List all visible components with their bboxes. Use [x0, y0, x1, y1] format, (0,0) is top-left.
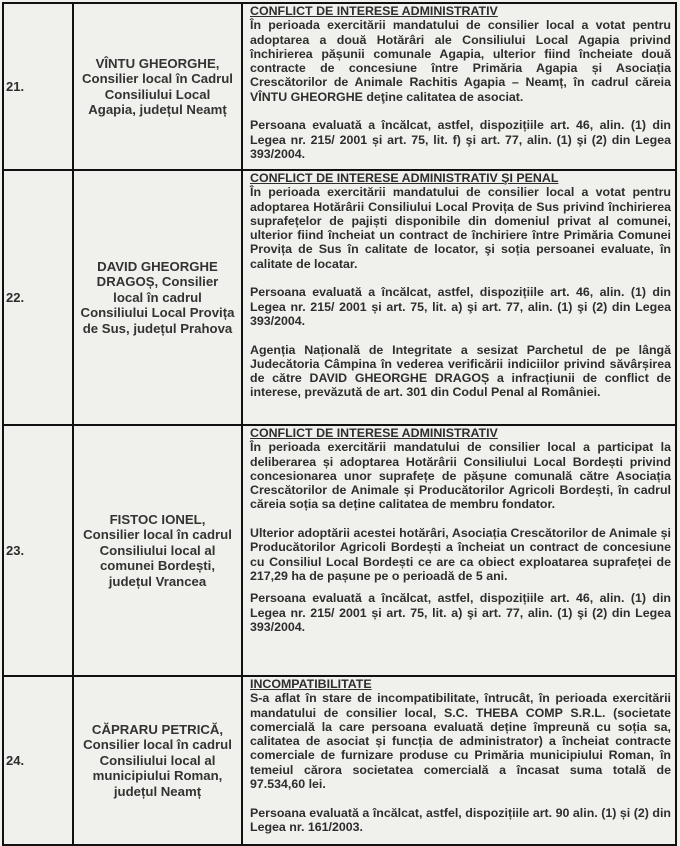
person-location: județul Vrancea — [108, 573, 207, 589]
row-number: 24. — [3, 676, 73, 845]
case-description — [242, 3, 676, 170]
person-location: comunei Bordești, — [99, 558, 216, 574]
person-role: Consilier local în cadrul — [83, 737, 232, 753]
person-role: Consiliului local al — [99, 752, 216, 768]
case-heading: CONFLICT DE INTERESE ADMINISTRATIV ŞI PENAL — [250, 171, 559, 185]
case-paragraph: S-a aflat în stare de incompatibilitate, întrucât, în perioada exercitării mandatului de consilier local, S.C. THEBA COMP S.R.L. (societate comercială la care persoana evaluată deține împreună cu soția sa, calitatea de asociat și funcția de administrator) a încheiat contracte comerciale de furnizare produse cu Primăria municipiului Roman, în temeiul cărora societatea comercială a încasat suma totală de 97.534,60 lei. — [250, 691, 671, 792]
person-cell — [73, 425, 242, 676]
case-heading: CONFLICT DE INTERESE ADMINISTRATIV — [250, 4, 498, 18]
case-description — [242, 425, 676, 676]
table-row — [3, 676, 676, 845]
person-location: Agapia, județul Neamț — [88, 102, 227, 117]
person-cell — [73, 170, 242, 425]
case-paragraph: Persoana evaluată a încălcat, astfel, dispozițiile art. 46, alin. (1) din Legea nr. 215/ 2001 și art. 75, lit. a) şi art. 77, alin. (1) şi (2) din Legea 393/2004. — [250, 591, 671, 634]
person-name: DRAGOȘ, Consilier — [96, 274, 219, 290]
person-location: municipiului Roman, — [92, 768, 223, 784]
person-role: Consilier local în Cadrul — [82, 71, 233, 86]
person-role: Consiliului local al — [99, 542, 216, 558]
case-description — [242, 676, 676, 845]
person-role: Consiliului Local Provița — [80, 305, 235, 321]
person-location: de Sus, județul Prahova — [82, 320, 233, 336]
table-row — [3, 425, 676, 676]
person-location: județul Neamț — [113, 783, 202, 799]
person-role: local în cadrul — [113, 289, 202, 305]
person-name: DAVID GHEORGHE — [97, 258, 218, 274]
person-name: FISTOC IONEL, — [109, 511, 206, 527]
person-name: CĂPRARU PETRICĂ, — [91, 721, 224, 737]
row-number: 23. — [3, 425, 73, 676]
case-paragraph: Agenția Națională de Integritate a sesizat Parchetul de pe lângă Judecătoria Câmpina în vederea verificării indiciilor privind săvârșirea de către DAVID GHEORGHE DRAGOȘ a infracțiunii de conflict de interese, prevăzută de art. 301 din Codul Penal al României. — [250, 342, 671, 400]
integrity-cases-table — [2, 2, 677, 846]
case-paragraph: În perioada exercitării mandatului de consilier local a votat pentru adoptarea Hotărârii Consiliului Local Provița de Sus privind închirierea suprafețelor de pajiști disponibile din domeniul privat al comunei, ulterior fiind încheiat un contract de închiriere între Primăria Comunei Provița de Sus în calitate de locator, şi soția persoanei evaluate, în calitate de locatar. — [250, 185, 671, 271]
table-row — [3, 3, 676, 170]
row-number: 21. — [3, 3, 73, 170]
case-heading: CONFLICT DE INTERESE ADMINISTRATIV — [250, 426, 498, 440]
case-description — [242, 170, 676, 425]
case-paragraph: Ulterior adoptării acestei hotărâri, Asociația Crescătorilor de Animale și Producătorilor Agricoli Bordești a încheiat un contract de concesiune cu Consiliul Local Bordești ce are ca obiect exploatarea suprafeței de 217,29 ha de pașune pe o perioadă de 5 ani. — [250, 526, 671, 583]
case-paragraph: În perioada exercitării mandatului de consilier local a votat pentru adoptarea a două Hotărâri ale Consiliului Local Agapia privind închirierea pășunii comunale Agapia, ulterior fiind încheiate două contracte de concesiune între Primăria Agapia și Asociația Crescătorilor de Animale Rachitis Agapia – Neamț, în cadrul căreia VÎNTU GHEORGHE deţine calitatea de asociat. — [250, 18, 671, 104]
case-paragraph: Persoana evaluată a încălcat, astfel, dispozițiile art. 46, alin. (1) din Legea nr. 215/ 2001 și art. 75, lit. a) şi art. 77, alin. (1) şi (2) din Legea 393/2004. — [250, 285, 671, 328]
person-cell — [73, 676, 242, 845]
person-cell — [73, 3, 242, 170]
case-paragraph: În perioada exercitării mandatului de consilier local a participat la deliberarea și adoptarea Hotărârii Consiliului Local Bordești privind concesionarea unor suprafețe de pășune comunală către Asociația Crescătorilor de Animale și Producătorilor Agricoli Bordești, în cadrul căreia soția sa deține calitatea de membru fondator. — [250, 440, 671, 512]
case-heading: INCOMPATIBILITATE — [250, 677, 372, 691]
person-role: Consilier local în cadrul — [83, 527, 232, 543]
case-paragraph: Persoana evaluată a încălcat, astfel, dispozițiile art. 46, alin. (1) din Legea nr. 215/ 2001 și art. 75, lit. f) şi art. 77, alin. (1) şi (2) din Legea 393/2004. — [250, 118, 671, 161]
person-role: Consiliului Local — [104, 86, 211, 102]
row-number: 22. — [3, 170, 73, 425]
table-row — [3, 170, 676, 425]
person-name: VÎNTU GHEORGHE, — [95, 55, 220, 71]
case-paragraph: Persoana evaluată a încălcat, astfel, dispozițiile art. 90 alin. (1) și (2) din Legea nr. 161/2003. — [250, 805, 671, 834]
